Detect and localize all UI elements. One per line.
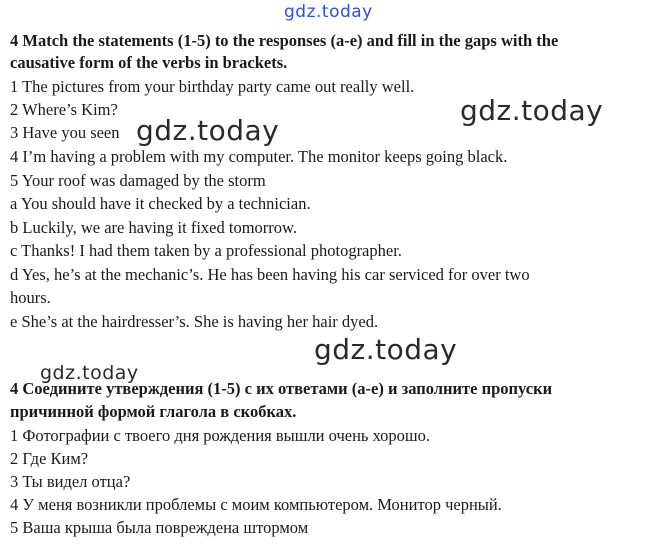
watermark-right-upper: gdz.today <box>460 94 604 127</box>
statement-3: 3 Have you seen <box>10 123 120 142</box>
statement-4: 4 I’m having a problem with my computer. The monitor keeps going black. <box>10 147 508 166</box>
ru-statement-1: 1 Фотографии с твоего дня рождения вышли очень хорошо. <box>10 426 431 445</box>
response-b: b Luckily, we are having it fixed tomorrow. <box>10 218 297 237</box>
response-c: c Thanks! I had them taken by a professional photographer. <box>10 241 402 260</box>
statement-2: 2 Where’s Kim? <box>10 100 118 119</box>
ru-statement-4: 4 У меня возникли проблемы с моим компьютером. Монитор черный. <box>10 495 502 514</box>
watermark-top: gdz.today <box>284 2 373 22</box>
watermark-left-lower: gdz.today <box>40 362 139 384</box>
ru-task-heading-line-1: 4 Соедините утверждения (1-5) с их ответами (a-e) и заполните пропуски <box>10 379 553 398</box>
statement-1: 1 The pictures from your birthday party came out really well. <box>10 77 415 96</box>
statement-5: 5 Your roof was damaged by the storm <box>10 171 266 190</box>
task-heading-line-1: 4 Match the statements (1-5) to the responses (a-e) and fill in the gaps with the <box>10 31 559 50</box>
ru-statement-5: 5 Ваша крыша была повреждена штормом <box>10 518 309 537</box>
response-d-continued: hours. <box>10 288 51 307</box>
ru-statement-2: 2 Где Ким? <box>10 449 89 468</box>
watermark-inline: gdz.today <box>136 114 280 147</box>
task-heading-line-2: causative form of the verbs in brackets. <box>10 53 288 72</box>
response-a: a You should have it checked by a technician. <box>10 194 311 213</box>
ru-statement-3: 3 Ты видел отца? <box>10 472 131 491</box>
ru-task-heading-line-2: причинной формой глагола в скобках. <box>10 402 297 421</box>
response-d: d Yes, he’s at the mechanic’s. He has been having his car serviced for over two <box>10 265 530 284</box>
response-e: e She’s at the hairdresser’s. She is having her hair dyed. <box>10 312 379 331</box>
watermark-center: gdz.today <box>314 333 458 366</box>
